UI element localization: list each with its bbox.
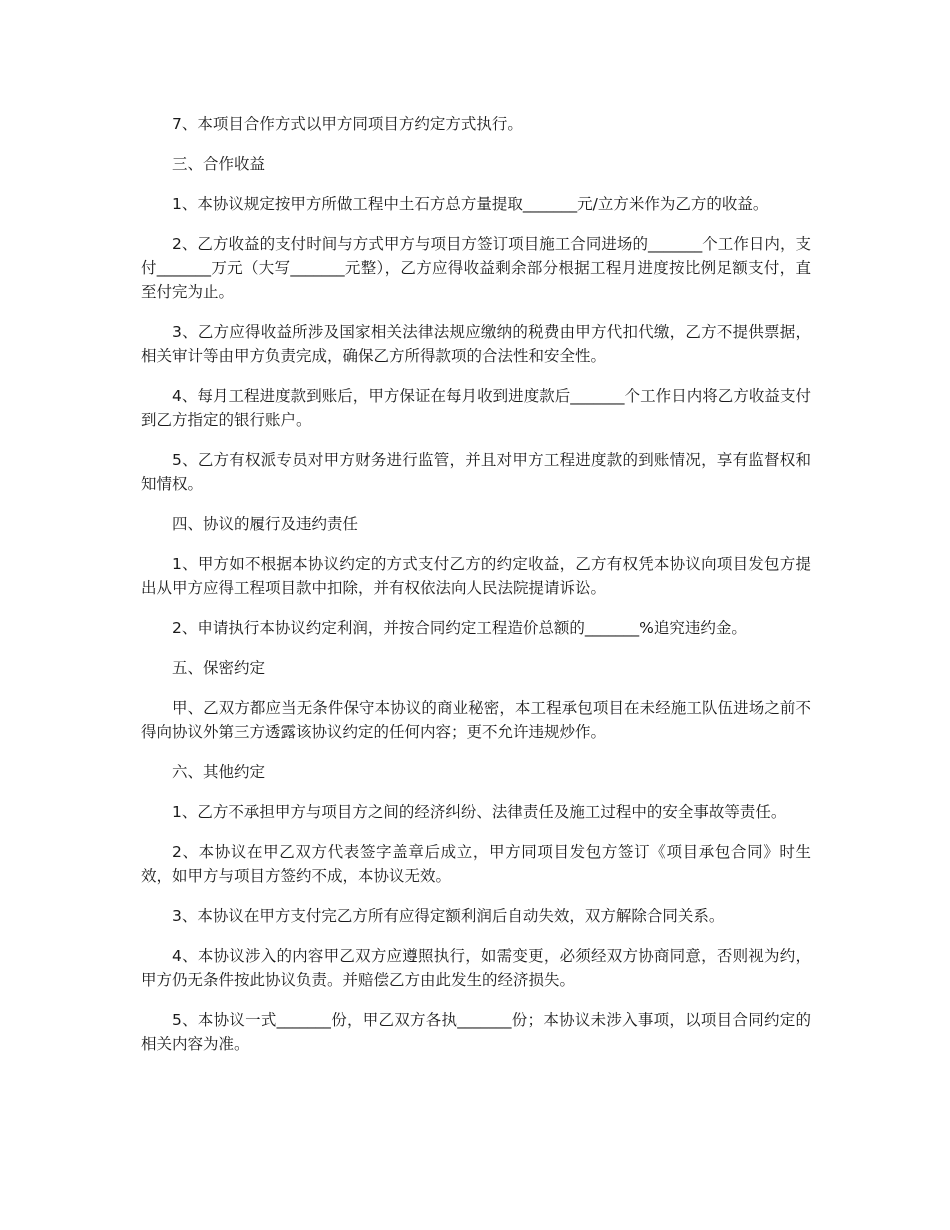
income-clause-2: 2、乙方收益的支付时间与方式甲方与项目方签订项目施工合同进场的_______个工作日内，支付_______万元（大写_______元整），乙方应得收益剩余部分根据工程月进度按比例足额支付，直至付完为止。 (141, 235, 811, 301)
income-clause-5: 5、乙方有权派专员对甲方财务进行监管，并且对甲方工程进度款的到账情况，享有监督权和知情权。 (141, 451, 811, 493)
section-heading-cooperation-income: 三、合作收益 (172, 155, 266, 173)
other-clause-1: 1、乙方不承担甲方与项目方之间的经济纠纷、法律责任及施工过程中的安全事故等责任。 (172, 803, 787, 821)
clause-7-cooperation-method: 7、本项目合作方式以甲方同项目方约定方式执行。 (172, 115, 523, 133)
liability-clause-2: 2、申请执行本协议约定利润，并按合同约定工程造价总额的_______%追究违约金。 (172, 619, 747, 637)
other-clause-4: 4、本协议涉入的内容甲乙双方应遵照执行，如需变更，必须经双方协商同意，否则视为约，甲方仍无条件按此协议负责。并赔偿乙方由此发生的经济损失。 (141, 947, 811, 989)
section-heading-other-provisions: 六、其他约定 (172, 763, 266, 781)
confidentiality-clause: 甲、乙双方都应当无条件保守本协议的商业秘密，本工程承包项目在未经施工队伍进场之前不得向协议外第三方透露该协议约定的任何内容；更不允许违规炒作。 (141, 699, 811, 741)
other-clause-2: 2、本协议在甲乙双方代表签字盖章后成立，甲方同项目发包方签订《项目承包合同》时生效，如甲方与项目方签约不成，本协议无效。 (141, 843, 811, 885)
income-clause-3: 3、乙方应得收益所涉及国家相关法律法规应缴纳的税费由甲方代扣代缴，乙方不提供票据，相关审计等由甲方负责完成，确保乙方所得款项的合法性和安全性。 (141, 323, 811, 365)
section-heading-performance-liability: 四、协议的履行及违约责任 (172, 515, 359, 533)
income-clause-4: 4、每月工程进度款到账后，甲方保证在每月收到进度款后_______个工作日内将乙方收益支付到乙方指定的银行账户。 (141, 387, 811, 429)
income-clause-1: 1、本协议规定按甲方所做工程中土石方总方量提取_______元/立方米作为乙方的收益。 (172, 195, 769, 213)
document-body (141, 112, 811, 1072)
other-clause-3: 3、本协议在甲方支付完乙方所有应得定额利润后自动失效，双方解除合同关系。 (172, 907, 725, 925)
section-heading-confidentiality: 五、保密约定 (172, 659, 266, 677)
liability-clause-1: 1、甲方如不根据本协议约定的方式支付乙方的约定收益，乙方有权凭本协议向项目发包方提出从甲方应得工程项目款中扣除，并有权依法向人民法院提请诉讼。 (141, 555, 811, 597)
other-clause-5: 5、本协议一式_______份，甲乙双方各执_______份；本协议未涉入事项，以项目合同约定的相关内容为准。 (141, 1011, 811, 1053)
